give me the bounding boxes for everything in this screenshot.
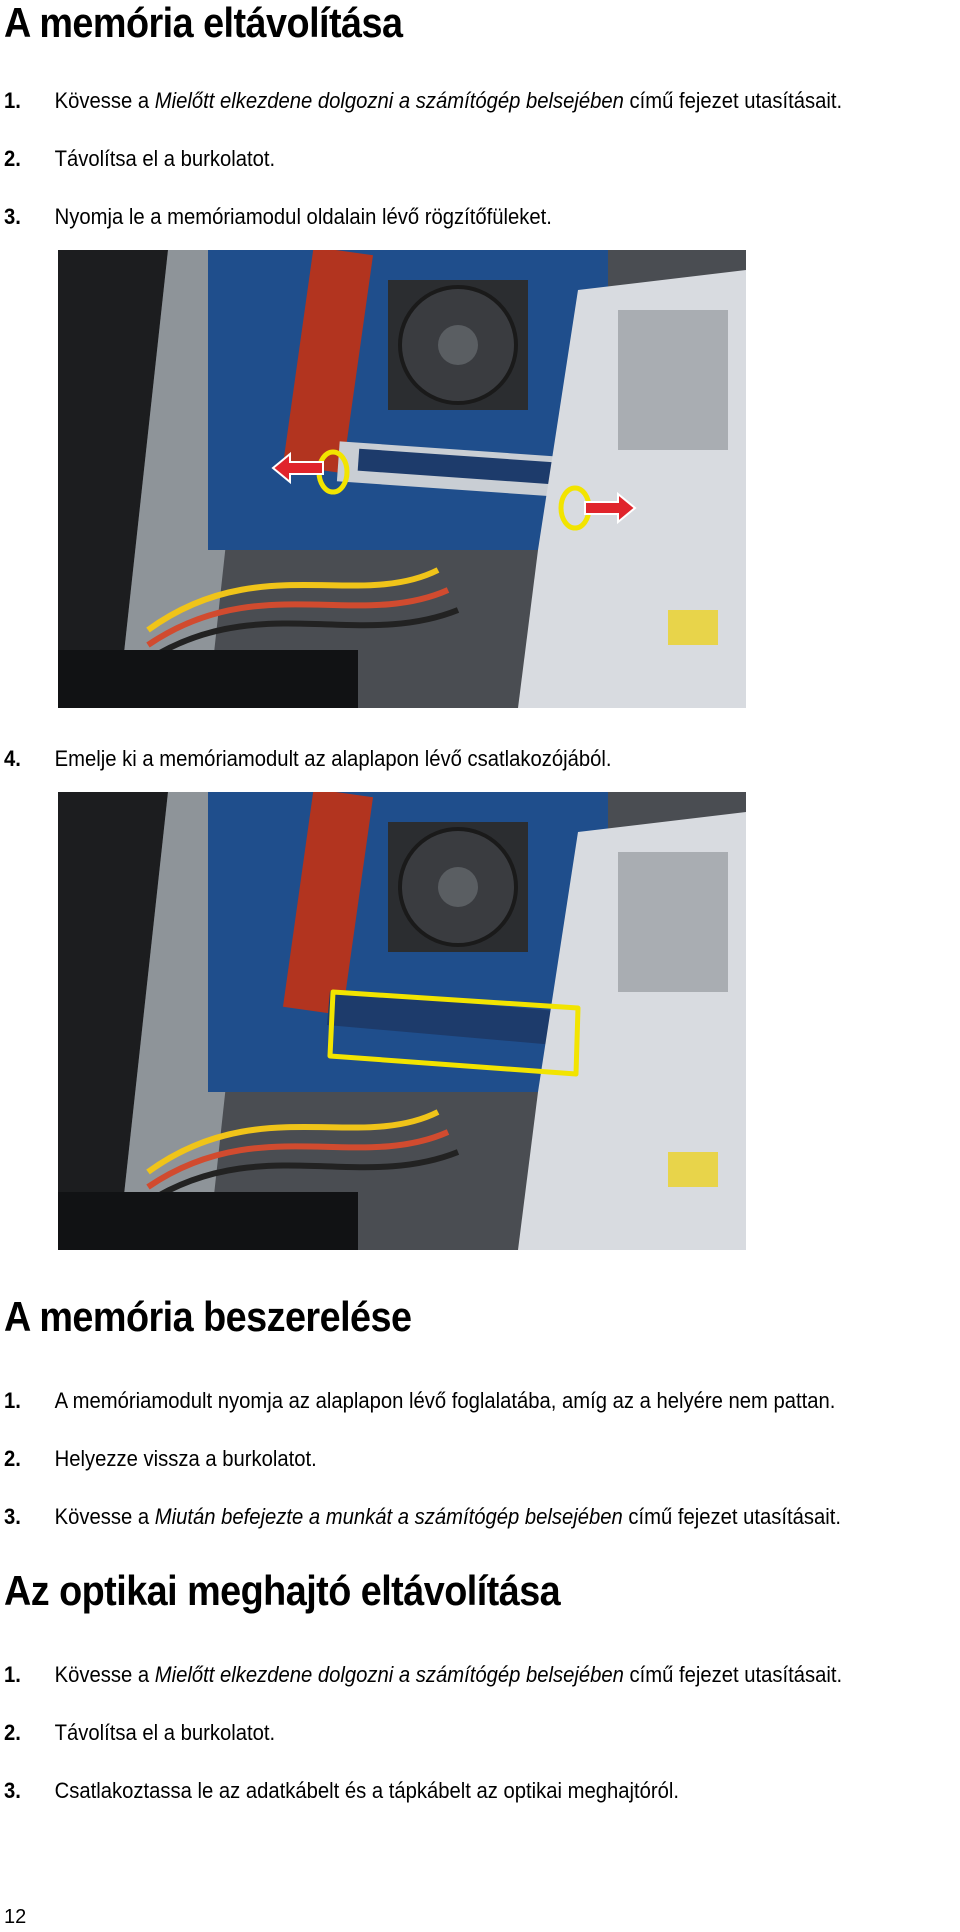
step-number: 3. xyxy=(4,1778,21,1803)
step-number: 2. xyxy=(4,146,21,171)
step-text: Kövesse a Mielőtt elkezdene dolgozni a számítógép belsejében című fejezet utasításait. xyxy=(54,88,843,113)
reference-link: Mielőtt elkezdene dolgozni a számítógép belsejében xyxy=(154,1662,624,1687)
removal-step-2 xyxy=(4,146,275,172)
optical-step-1 xyxy=(4,1662,842,1688)
section-title-memory-install: A memória beszerelése xyxy=(4,1293,412,1340)
removal-step-3 xyxy=(4,204,552,230)
optical-step-2 xyxy=(4,1720,275,1746)
reference-link: Mielőtt elkezdene dolgozni a számítógép belsejében xyxy=(154,88,624,113)
step-text: Emelje ki a memóriamodult az alaplapon lévő csatlakozójából. xyxy=(54,746,612,771)
reference-link: Miután befejezte a munkát a számítógép belsejében xyxy=(154,1504,623,1529)
install-step-2 xyxy=(4,1446,317,1472)
removal-step-4 xyxy=(4,746,611,772)
motherboard-photo-clips xyxy=(58,250,746,708)
page-number: 12 xyxy=(4,1906,27,1928)
install-step-3 xyxy=(4,1504,841,1530)
step-text: Nyomja le a memóriamodul oldalain lévő rögzítőfüleket. xyxy=(54,204,552,229)
step-number: 4. xyxy=(4,746,21,771)
figure-memory-lift xyxy=(58,792,746,1250)
section-title-memory-removal: A memória eltávolítása xyxy=(4,0,403,46)
step-number: 1. xyxy=(4,88,21,113)
step-text: Helyezze vissza a burkolatot. xyxy=(54,1446,317,1471)
step-text: Kövesse a Mielőtt elkezdene dolgozni a számítógép belsejében című fejezet utasításait. xyxy=(54,1662,843,1687)
step-text: Csatlakoztassa le az adatkábelt és a tápkábelt az optikai meghajtóról. xyxy=(54,1778,680,1803)
step-number: 2. xyxy=(4,1446,21,1471)
removal-step-1 xyxy=(4,88,842,114)
figure-memory-clips xyxy=(58,250,746,708)
install-step-1 xyxy=(4,1388,835,1414)
step-text: Távolítsa el a burkolatot. xyxy=(54,146,276,171)
section-title-optical-drive-removal: Az optikai meghajtó eltávolítása xyxy=(4,1567,561,1614)
motherboard-photo-module xyxy=(58,792,746,1250)
step-text: Távolítsa el a burkolatot. xyxy=(54,1720,276,1745)
step-number: 3. xyxy=(4,1504,21,1529)
step-text: Kövesse a Miután befejezte a munkát a számítógép belsejében című fejezet utasításait. xyxy=(54,1504,842,1529)
step-number: 1. xyxy=(4,1662,21,1687)
step-number: 2. xyxy=(4,1720,21,1745)
step-number: 1. xyxy=(4,1388,21,1413)
optical-step-3 xyxy=(4,1778,679,1804)
step-text: A memóriamodult nyomja az alaplapon lévő foglalatába, amíg az a helyére nem pattan. xyxy=(54,1388,836,1413)
step-number: 3. xyxy=(4,204,21,229)
